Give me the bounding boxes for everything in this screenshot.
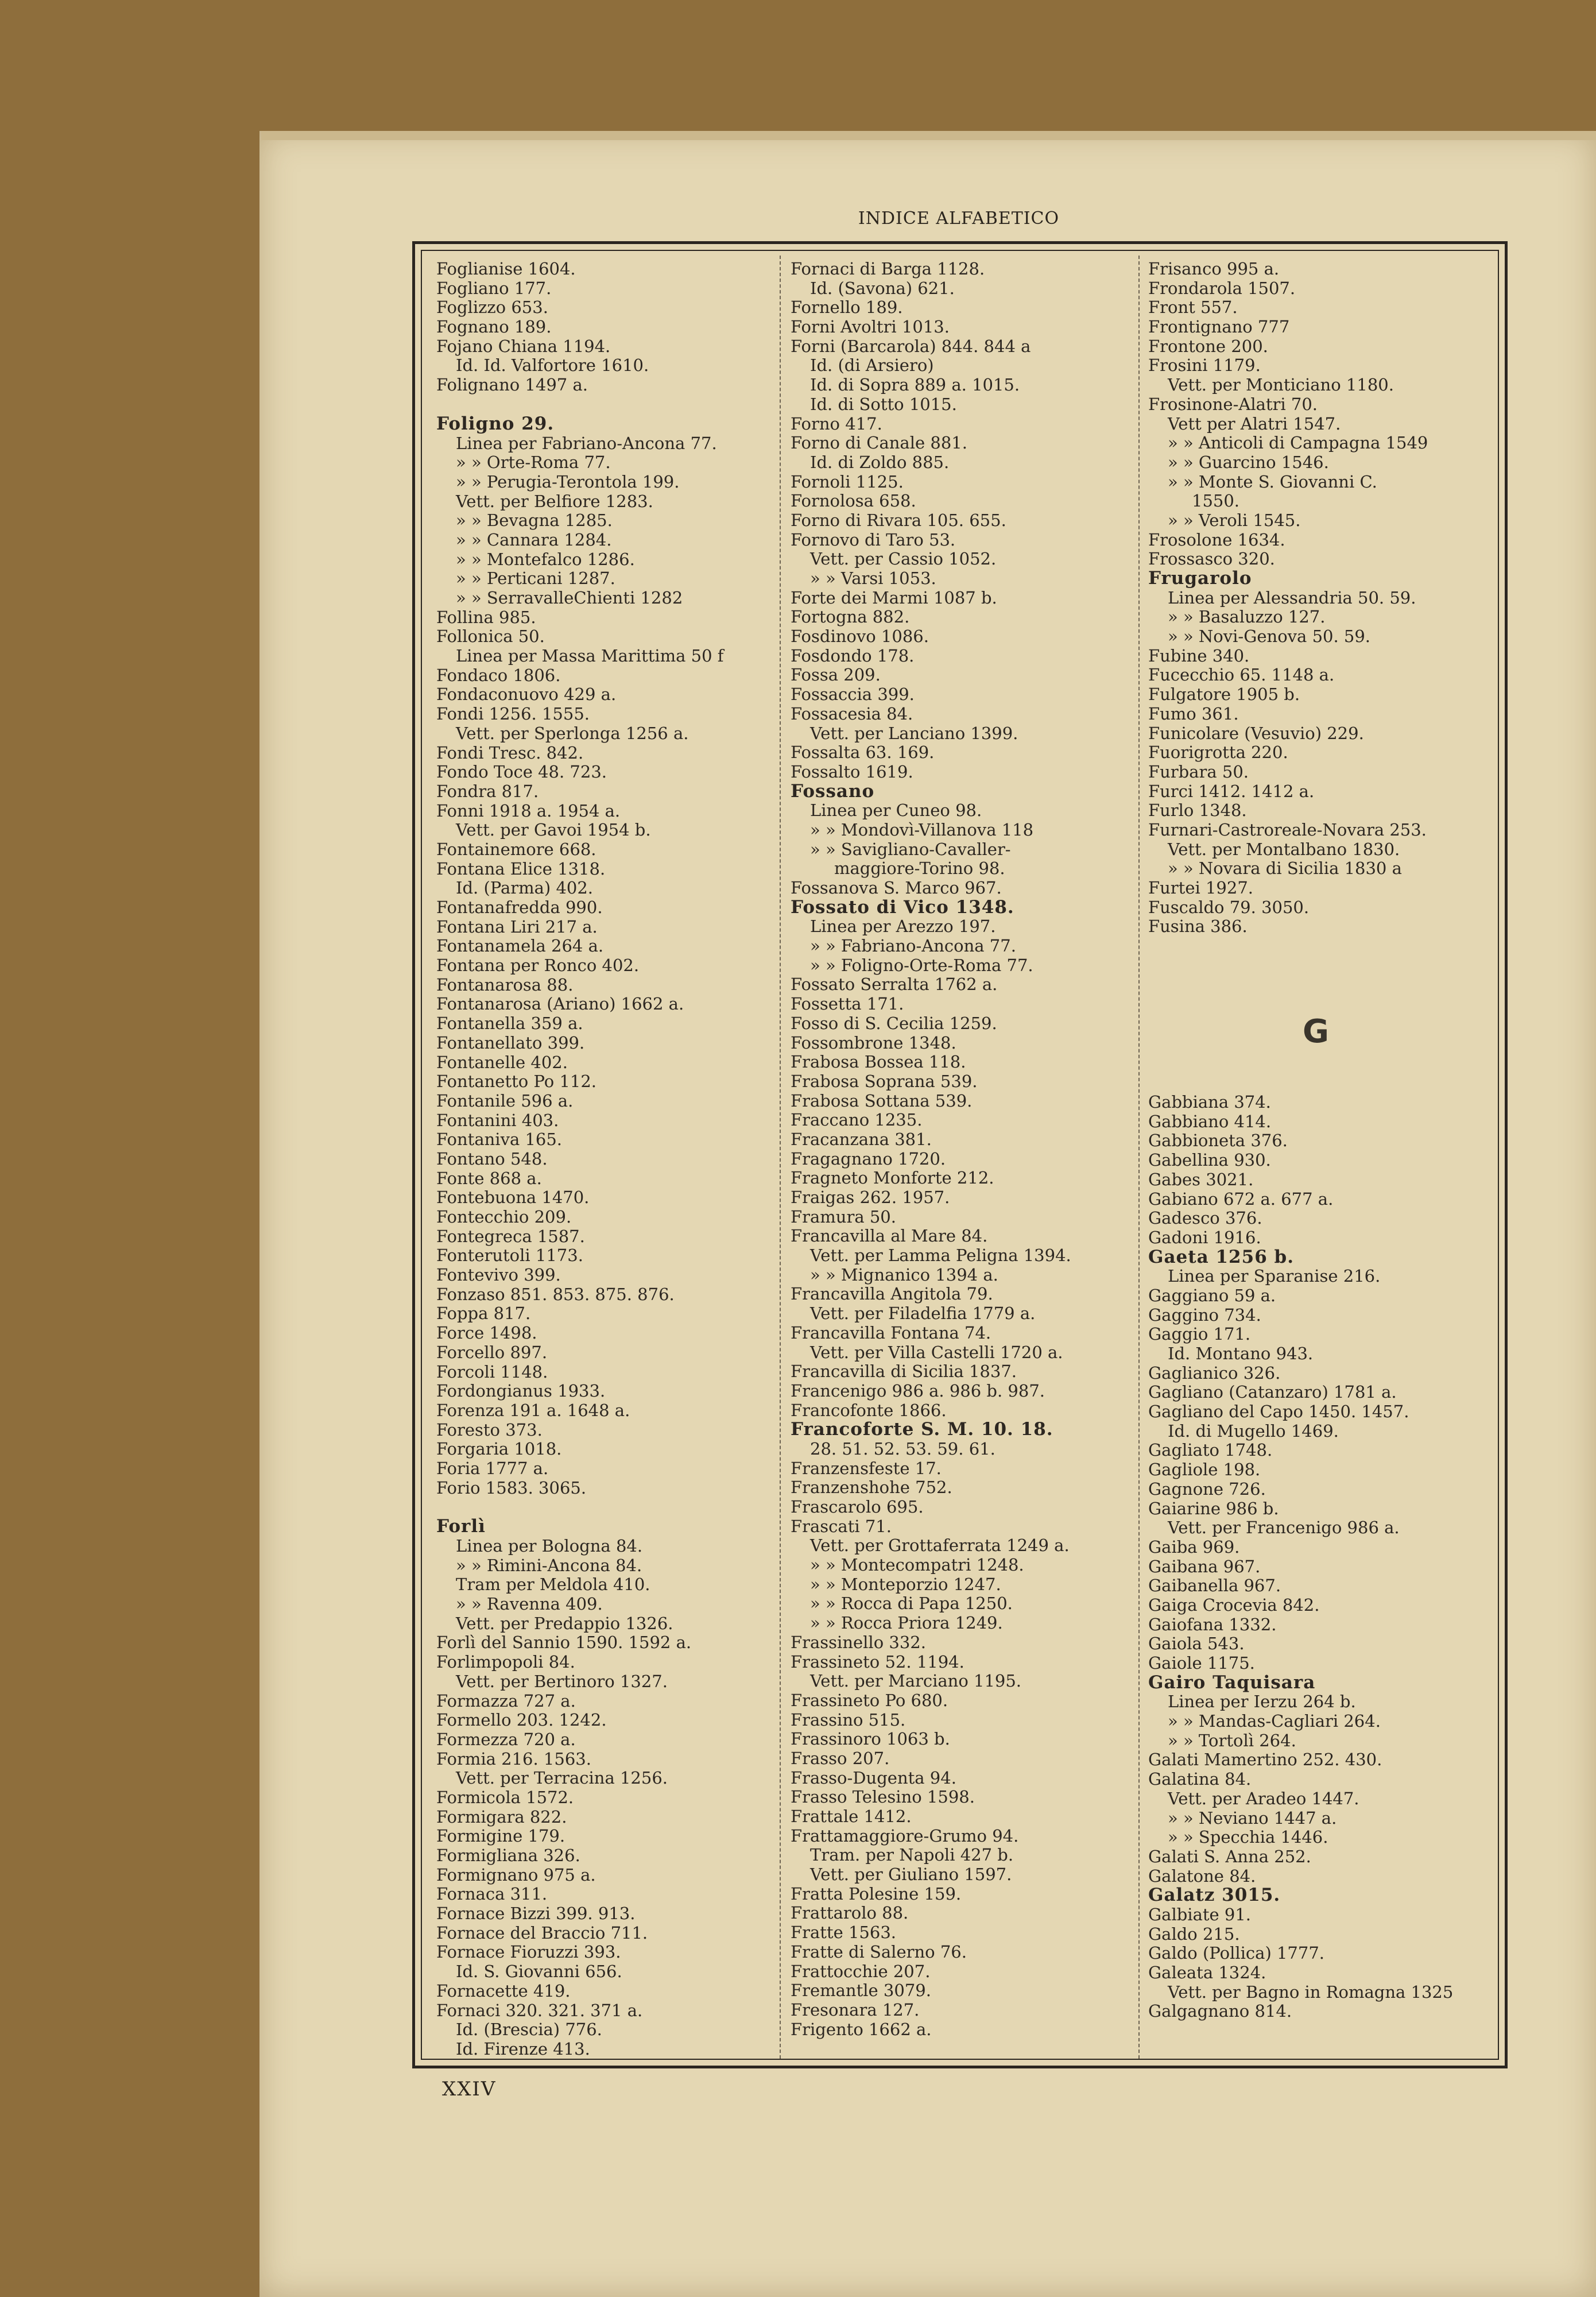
index-entry: Furci 1412. 1412 a. [1148,781,1315,801]
index-entry: Frasso 207. [791,1748,890,1768]
index-entry: » » Monte S. Giovanni C. [1168,471,1377,492]
index-column-3 [1148,260,1487,2021]
index-entry: Fornello 189. [791,297,903,318]
index-entry: Frassino 515. [791,1710,906,1730]
index-entry: Fondi Tresc. 842. [436,743,584,763]
index-entry: Frattamaggiore-Grumo 94. [791,1826,1019,1846]
index-entry: Frosolone 1634. [1148,529,1285,550]
index-entry: Fontanellato 399. [436,1033,585,1053]
index-entry: Fresonara 127. [791,2000,920,2020]
index-entry: » » Rimini-Ancona 84. [456,1555,642,1575]
index-column-1 [436,260,775,2059]
index-entry: » » Savigliano-Cavaller- [810,839,1011,859]
index-entry: Fonni 1918 a. 1954 a. [436,801,621,821]
index-entry: Forno di Canale 881. [791,433,967,453]
index-entry: » » Cannara 1284. [456,529,612,550]
index-entry: Fontanelle 402. [436,1052,568,1072]
index-entry: Gagliano del Capo 1450. 1457. [1148,1402,1409,1422]
blank-line [1148,1054,1487,1073]
index-entry: Gagnone 726. [1148,1479,1266,1499]
index-entry: Foglizzo 653. [436,297,548,318]
index-entry: Vett. per Sperlonga 1256 a. [456,723,689,743]
index-entry: Fontana per Ronco 402. [436,956,640,976]
index-entry: Id. (di Arsiero) [810,355,934,376]
index-entry: Frisanco 995 a. [1148,259,1280,279]
index-entry: Gaibanella 967. [1148,1576,1281,1596]
index-entry: Fuorigrotta 220. [1148,743,1288,763]
index-entry: Linea per Massa Marittima 50 f [456,646,724,666]
index-entry: Fondo Toce 48. 723. [436,762,607,782]
index-heading: Francoforte S. M. 10. 18. [791,1419,1053,1440]
index-entry: Fornaca 311. [436,1884,548,1904]
page-number: XXIV [442,2078,497,2101]
index-entry: Fossaccia 399. [791,685,915,705]
index-entry: Id. (Savona) 621. [810,278,955,298]
index-entry: Francavilla al Mare 84. [791,1226,988,1246]
index-entry: Galatina 84. [1148,1769,1252,1789]
index-entry: Fordongianus 1933. [436,1381,606,1401]
index-entry: Formigliana 326. [436,1846,580,1865]
index-entry: maggiore-Torino 98. [834,859,1005,879]
index-entry: Linea per Alessandria 50. 59. [1168,587,1416,608]
index-entry: Gadoni 1916. [1148,1227,1261,1247]
index-entry: Funicolare (Vesuvio) 229. [1148,723,1364,743]
index-entry: Linea per Arezzo 197. [810,917,996,937]
index-heading: Frugarolo [1148,568,1252,589]
index-entry: Fremantle 3079. [791,1981,931,2001]
index-entry: » » Mondovì-Villanova 118 [810,819,1034,840]
index-entry: Francenigo 986 a. 986 b. 987. [791,1380,1045,1401]
index-entry: Fumo 361. [1148,703,1239,724]
index-entry: Foresto 373. [436,1420,543,1440]
index-entry: Fossato Serralta 1762 a. [791,975,998,995]
index-entry: Vett. per Bagno in Romagna 1325 [1168,1982,1454,2002]
index-entry: Fornaci 320. 321. 371 a. [436,2000,643,2020]
index-entry: Frossasco 320. [1148,549,1275,569]
index-entry: » » Bevagna 1285. [456,511,613,531]
index-entry: Gaiole 1175. [1148,1653,1255,1673]
index-entry: Formigara 822. [436,1807,567,1827]
index-entry: Forcoli 1148. [436,1362,548,1382]
index-entry: Linea per Bologna 84. [456,1536,643,1556]
index-entry: Fonterutoli 1173. [436,1246,583,1266]
index-entry: Formignano 975 a. [436,1865,596,1885]
index-entry: Formia 216. 1563. [436,1749,591,1769]
column-divider [780,256,781,2059]
index-entry: Gaiba 969. [1148,1537,1240,1557]
index-entry: Frosini 1179. [1148,355,1261,376]
index-entry: Furlo 1348. [1148,801,1247,821]
index-entry: Vett. per Monticiano 1180. [1168,375,1394,395]
index-entry: Fornolosa 658. [791,491,916,511]
index-entry: Fratte di Salerno 76. [791,1942,967,1962]
index-entry: Fossalto 1619. [791,761,913,782]
index-entry: » » Tortolì 264. [1168,1730,1296,1750]
index-entry: Fragagnano 1720. [791,1148,946,1169]
index-entry: Gabbiano 414. [1148,1111,1272,1131]
index-entry: Vett per Alatri 1547. [1168,413,1341,434]
index-entry: Fortogna 882. [791,607,910,627]
index-entry: Gaggio 171. [1148,1324,1251,1344]
index-entry: Gadesco 376. [1148,1208,1262,1228]
index-entry: Foglianise 1604. [436,259,576,279]
index-entry: Vett. per Cassio 1052. [810,549,997,569]
index-entry: Fubine 340. [1148,645,1250,666]
index-entry: Vett. per Giuliano 1597. [810,1865,1012,1885]
index-entry: Frontignano 777 [1148,317,1290,337]
index-entry: Gaglianico 326. [1148,1363,1281,1383]
index-entry: Fossalta 63. 169. [791,743,935,763]
index-entry: Vett. per Filadelfia 1779 a. [810,1304,1036,1324]
index-entry: Frattarolo 88. [791,1903,909,1923]
index-entry: Vett. per Marciano 1195. [810,1671,1022,1691]
index-entry: Furtei 1927. [1148,878,1253,898]
index-entry: Force 1498. [436,1323,537,1343]
index-entry: Frabosa Sottana 539. [791,1091,973,1111]
index-entry: Fornaci di Barga 1128. [791,259,985,279]
index-heading: Galatz 3015. [1148,1885,1281,1906]
index-entry: Fontecchio 209. [436,1207,572,1227]
index-entry: Francavilla di Sicilia 1837. [791,1362,1017,1382]
index-entry: Tram per Meldola 410. [456,1575,650,1595]
index-entry: » » Basaluzzo 127. [1168,607,1326,627]
index-entry: » » Specchia 1446. [1168,1827,1328,1847]
index-entry: Fognano 189. [436,317,552,337]
index-entry: Vett. per Francenigo 986 a. [1168,1518,1400,1538]
index-entry: Vett. per Grottaferrata 1249 a. [810,1536,1070,1556]
index-entry: » » Novara di Sicilia 1830 a [1168,859,1402,879]
index-entry: » » Anticoli di Campagna 1549 [1168,433,1428,453]
page-edge [261,131,1596,140]
index-entry: Tram. per Napoli 427 b. [810,1845,1014,1865]
index-entry: Fracanzana 381. [791,1129,932,1149]
index-entry: » » Mandas-Cagliari 264. [1168,1711,1381,1731]
index-entry: Front 557. [1148,297,1238,318]
index-entry: Gagliato 1748. [1148,1440,1273,1460]
index-entry: Forcello 897. [436,1342,548,1362]
index-entry: » » SerravalleChienti 1282 [456,588,683,608]
index-entry: Fontainemore 668. [436,839,596,859]
index-column-2 [791,260,1129,2039]
index-entry: » » Ravenna 409. [456,1594,603,1614]
index-entry: Foria 1777 a. [436,1458,549,1478]
blank-line [1148,976,1487,995]
index-entry: Fontanile 596 a. [436,1091,574,1111]
index-entry: Forgaria 1018. [436,1439,562,1459]
index-entry: Francavilla Angitola 79. [791,1284,993,1304]
index-entry: Fosdondo 178. [791,645,915,666]
index-entry: Fraigas 262. 1957. [791,1188,950,1207]
index-entry: Fosdinovo 1086. [791,627,929,647]
index-entry: Formigine 179. [436,1826,565,1846]
index-entry: Fossa 209. [791,665,881,685]
index-entry: Galatone 84. [1148,1866,1256,1886]
index-entry: » » Orte-Roma 77. [456,453,611,473]
index-entry: Foppa 817. [436,1304,531,1324]
index-entry: Gaggino 734. [1148,1305,1261,1325]
index-entry: Fossanova S. Marco 967. [791,878,1002,898]
index-entry: » » Perticani 1287. [456,569,615,589]
index-entry: Galdo (Pollica) 1777. [1148,1943,1324,1963]
index-entry: Gagliole 198. [1148,1460,1261,1480]
index-entry: Forni (Barcarola) 844. 844 a [791,336,1031,356]
index-entry: Linea per Ierzu 264 b. [1168,1692,1356,1712]
index-entry: Gabbiana 374. [1148,1092,1271,1112]
index-entry: Fogliano 177. [436,278,552,298]
index-entry: Gaiga Crocevia 842. [1148,1595,1320,1615]
index-entry: Frontone 200. [1148,336,1268,356]
index-entry: Galati S. Anna 252. [1148,1846,1311,1866]
index-entry: Fontanafredda 990. [436,898,603,917]
index-heading: Gairo Taquisara [1148,1672,1316,1693]
index-entry: Galeata 1324. [1148,1963,1266,1982]
index-entry: Fondaconuovo 429 a. [436,685,617,705]
index-entry: Galdo 215. [1148,1924,1240,1944]
index-entry: Id. di Sotto 1015. [810,394,957,414]
index-entry: Fontebuona 1470. [436,1188,590,1208]
index-entry: Linea per Sparanise 216. [1168,1266,1381,1286]
index-entry: » » Monteporzio 1247. [810,1574,1001,1594]
index-entry: Frassinello 332. [791,1632,926,1652]
index-entry: Vett. per Predappio 1326. [456,1613,673,1633]
index-entry: Formello 203. 1242. [436,1710,607,1730]
index-entry: Furnari-Castroreale-Novara 253. [1148,819,1427,840]
index-entry: Fuscaldo 79. 3050. [1148,897,1310,917]
index-entry: Frassinoro 1063 b. [791,1729,950,1749]
index-entry: Frondarola 1507. [1148,278,1296,298]
index-entry: Fontano 548. [436,1148,548,1169]
section-letter: G [1303,1013,1329,1050]
blank-line [436,395,775,415]
blank-line [1148,995,1487,1015]
index-entry: Fornace Fioruzzi 393. [436,1942,621,1962]
index-entry: Gaggiano 59 a. [1148,1285,1276,1305]
index-entry: 28. 51. 52. 53. 59. 61. [810,1438,995,1459]
index-entry: Fornoli 1125. [791,471,904,492]
index-entry: Forni Avoltri 1013. [791,317,950,337]
index-entry: Fonte 868 a. [436,1168,542,1188]
index-entry: Vett. per Montalbano 1830. [1168,839,1400,859]
index-entry: Furbara 50. [1148,761,1249,782]
index-entry: Frattale 1412. [791,1807,912,1826]
index-entry: Fusina 386. [1148,917,1248,937]
index-entry: Fucecchio 65. 1148 a. [1148,665,1335,685]
index-entry: Gabiano 672 a. 677 a. [1148,1189,1334,1209]
index-entry: Forno 417. [791,413,882,434]
index-entry: Fontanini 403. [436,1110,559,1130]
index-entry: Gaibana 967. [1148,1556,1261,1576]
index-entry: Folignano 1497 a. [436,375,588,395]
index-entry: Francofonte 1866. [791,1400,947,1420]
index-entry: Galati Mamertino 252. 430. [1148,1750,1382,1770]
index-entry: Fontana Liri 217 a. [436,917,598,937]
index-entry: Fontanarosa 88. [436,975,574,995]
index-entry: Forlimpopoli 84. [436,1652,575,1672]
index-entry: Frabosa Soprana 539. [791,1071,978,1091]
index-entry: Frabosa Bossea 118. [791,1052,966,1072]
index-entry: » » Veroli 1545. [1168,510,1301,530]
index-entry: Fontanarosa (Ariano) 1662 a. [436,994,684,1014]
index-entry: Frosinone-Alatri 70. [1148,394,1318,414]
index-entry: Gabbioneta 376. [1148,1131,1288,1151]
index-entry: Id. (Brescia) 776. [456,2020,602,2040]
index-entry: Frasso-Dugenta 94. [791,1768,956,1788]
index-heading: Fossano [791,780,875,802]
index-entry: Fornovo di Taro 53. [791,529,956,550]
page-header: INDICE ALFABETICO [858,208,1060,229]
index-entry: » » Perugia-Terontola 199. [456,471,680,492]
index-entry: Fonzaso 851. 853. 875. 876. [436,1284,675,1304]
index-entry: Follina 985. [436,607,536,627]
index-entry: Vett. per Terracina 1256. [456,1768,668,1788]
index-entry: Fornacette 419. [436,1981,571,2001]
index-entry: Frascati 71. [791,1516,892,1536]
index-entry: Id. Montano 943. [1168,1344,1314,1363]
index-entry: Fossetta 171. [791,994,904,1014]
index-entry: Vett. per Villa Castelli 1720 a. [810,1342,1063,1362]
index-entry: Fratte 1563. [791,1923,896,1943]
index-entry: Franzenshohe 752. [791,1478,952,1498]
index-entry: Fontevivo 399. [436,1265,561,1285]
index-entry: Frigento 1662 a. [791,2019,932,2039]
index-entry: Galbiate 91. [1148,1904,1252,1924]
index-heading: Foligno 29. [436,413,555,434]
index-entry: Id. (Parma) 402. [456,878,594,898]
index-entry: Forio 1583. 3065. [436,1478,587,1498]
index-entry: Fornace Bizzi 399. 913. [436,1904,636,1924]
index-entry: Fondaco 1806. [436,665,561,685]
index-entry: Frassineto 52. 1194. [791,1652,964,1672]
index-entry: Vett. per Lamma Peligna 1394. [810,1246,1071,1266]
index-entry: Vett. per Belfiore 1283. [456,491,653,511]
blank-line [1148,956,1487,976]
index-entry: » » Guarcino 1546. [1168,452,1329,472]
index-entry: Fontanella 359 a. [436,1014,583,1034]
index-entry: Forenza 191 a. 1648 a. [436,1400,630,1420]
index-entry: Fondra 817. [436,781,539,801]
index-entry: Follonica 50. [436,627,545,647]
column-divider [1138,256,1140,2059]
index-entry: » » Novi-Genova 50. 59. [1168,627,1371,647]
index-entry: Gagliano (Catanzaro) 1781 a. [1148,1382,1397,1402]
index-entry: Gabellina 930. [1148,1150,1271,1170]
index-entry: Id. di Sopra 889 a. 1015. [810,375,1020,395]
index-entry: Formicola 1572. [436,1787,574,1807]
index-entry: Fojano Chiana 1194. [436,336,611,356]
index-entry: Id. Id. Valfortore 1610. [456,355,649,376]
index-entry: Francavilla Fontana 74. [791,1322,991,1343]
index-entry: Gaiola 543. [1148,1634,1245,1654]
index-entry: Fraccano 1235. [791,1110,923,1130]
index-entry: Frattocchie 207. [791,1961,931,1981]
index-entry: Fornace del Braccio 711. [436,1923,648,1943]
index-entry: Galgagnano 814. [1148,2001,1292,2021]
index-entry: » » Rocca di Papa 1250. [810,1594,1013,1614]
index-heading: Fossato di Vico 1348. [791,896,1014,918]
index-entry: Gaiofana 1332. [1148,1614,1277,1634]
index-entry: Frassineto Po 680. [791,1690,948,1710]
index-entry: Id. di Zoldo 885. [810,452,950,472]
index-entry: » » Neviano 1447 a. [1168,1808,1337,1828]
index-entry: Frascarolo 695. [791,1497,924,1517]
index-entry: » » Rocca Priora 1249. [810,1613,1003,1633]
index-entry: Fosso di S. Cecilia 1259. [791,1013,997,1033]
index-entry: Fratta Polesine 159. [791,1884,962,1904]
index-heading: Gaeta 1256 b. [1148,1246,1295,1267]
index-entry: Vett. per Aradeo 1447. [1168,1788,1359,1808]
index-entry: Forte dei Marmi 1087 b. [791,587,997,608]
index-entry: Fondi 1256. 1555. [436,704,590,724]
blank-line [1148,937,1487,956]
index-entry: » » Fabriano-Ancona 77. [810,936,1016,956]
blank-line [436,1498,775,1517]
index-entry: Fossacesia 84. [791,703,913,724]
index-entry: Forlì del Sannio 1590. 1592 a. [436,1633,692,1653]
index-entry: Id. S. Giovanni 656. [456,1962,622,1982]
index-entry: » » Montefalco 1286. [456,549,635,569]
index-entry: Gabes 3021. [1148,1169,1254,1189]
index-entry: 1550. [1192,491,1240,511]
index-entry: Linea per Fabriano-Ancona 77. [456,433,717,453]
index-entry: » » Varsi 1053. [810,569,936,588]
index-entry: Id. di Mugello 1469. [1168,1421,1339,1441]
index-entry: Framura 50. [791,1206,896,1227]
index-entry: Vett. per Gavoi 1954 b. [456,820,651,840]
index-entry: Fossombrone 1348. [791,1033,956,1053]
index-heading: Forlì [436,1516,486,1537]
index-entry: Vett. per Lanciano 1399. [810,723,1018,743]
index-entry: Vett. per Bertinoro 1327. [456,1671,668,1691]
index-entry: Frasso Telesino 1598. [791,1787,975,1807]
blank-line [1148,1073,1487,1093]
index-entry: » » Mignanico 1394 a. [810,1264,998,1285]
index-entry: » » Foligno-Orte-Roma 77. [810,955,1033,975]
index-entry: Gaiarine 986 b. [1148,1498,1279,1518]
index-entry: Fontana Elice 1318. [436,859,606,879]
index-entry: Fulgatore 1905 b. [1148,685,1300,705]
index-entry: Linea per Cuneo 98. [810,801,982,821]
index-entry: Fontegreca 1587. [436,1226,585,1246]
index-entry: » » Montecompatri 1248. [810,1555,1024,1575]
index-entry: Fontanamela 264 a. [436,936,604,956]
index-entry: Forno di Rivara 105. 655. [791,510,1006,530]
index-entry: Fragneto Monforte 212. [791,1168,994,1188]
index-entry: Fontanetto Po 112. [436,1072,597,1092]
index-entry: Formezza 720 a. [436,1729,576,1749]
index-entry: Fontaniva 165. [436,1130,563,1150]
index-entry: Franzensfeste 17. [791,1458,942,1478]
index-entry: Formazza 727 a. [436,1691,576,1711]
index-entry: Id. Firenze 413. [456,2039,590,2059]
